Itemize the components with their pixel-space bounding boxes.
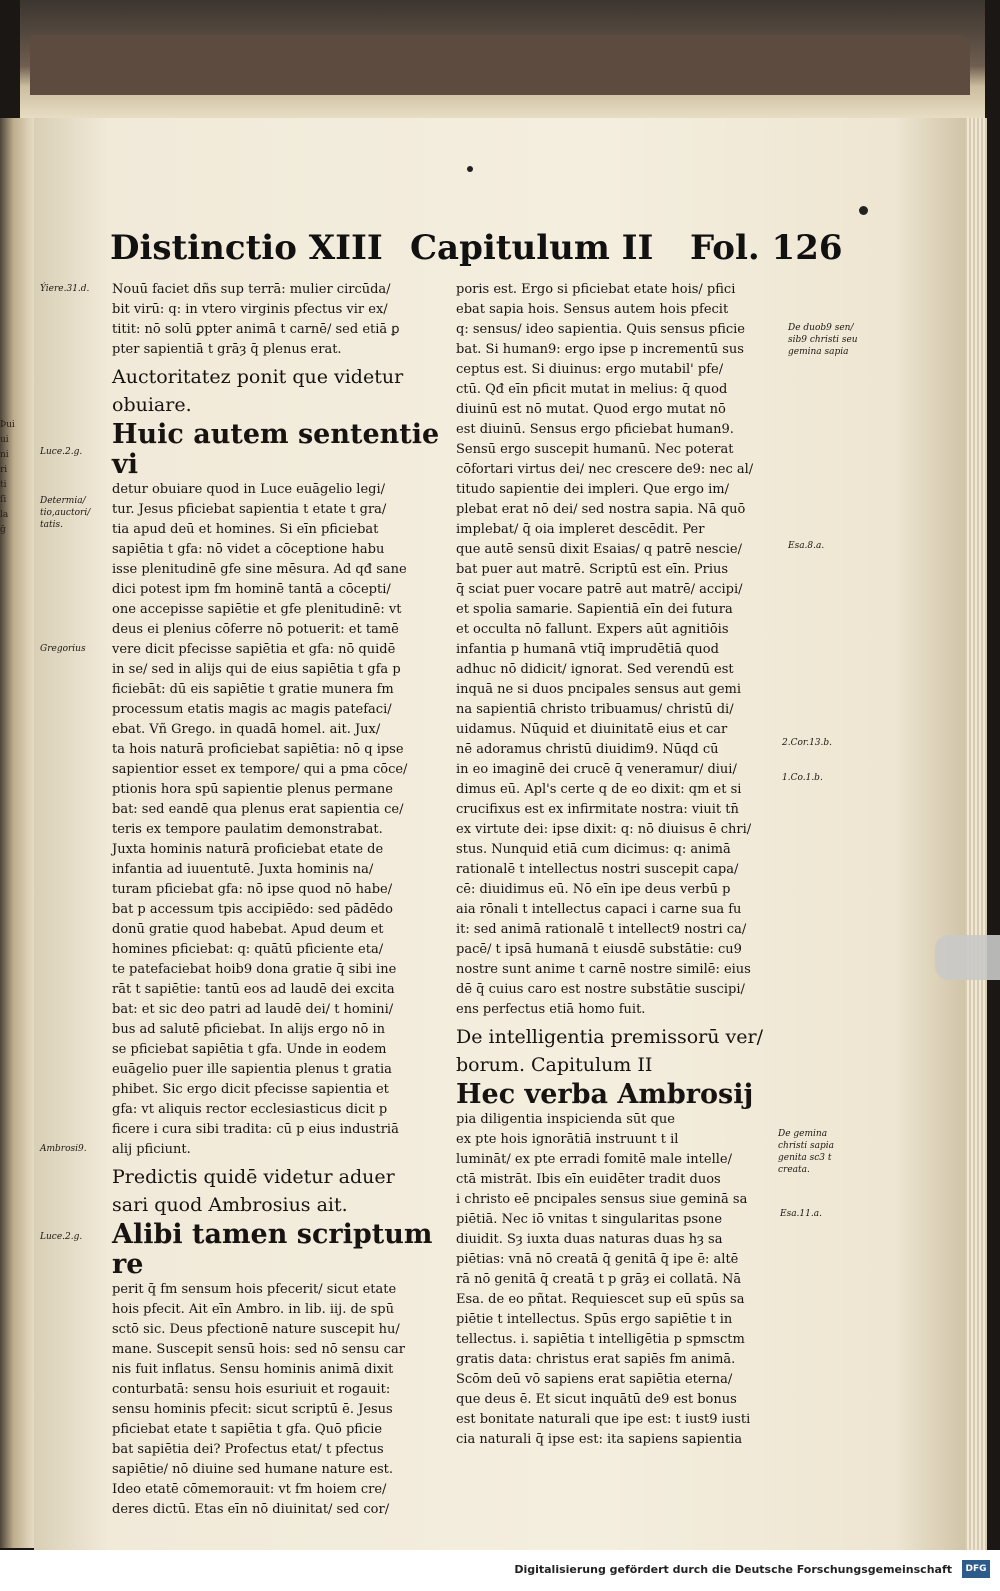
text-line: pia diligentia inspicienda sūt que: [456, 1112, 675, 1127]
text-line: mane. Suscepit sensū hois: sed nō sensu car: [112, 1342, 405, 1357]
text-line: homines pficiebat: q: quātū pficiente eta/: [112, 942, 384, 957]
text-line: gfa: vt aliquis rector ecclesiasticus dicit p: [112, 1102, 388, 1117]
text-line: deres dictū. Etas eīn nō diuinitat/ sed cor/: [112, 1502, 390, 1517]
strip-fragment: ḡ: [0, 525, 6, 535]
text-line: titudo sapientie dei impleri. Que ergo im/: [456, 482, 729, 497]
ink-dot: [467, 166, 473, 172]
margin-note: Determia/ tio,auctori/ tatis.: [40, 496, 91, 530]
text-line: teris ex tempore paulatim demonstrabat.: [112, 822, 383, 837]
text-line: q̄ sciat puer vocare patrē aut matrē/ accipi/: [456, 582, 743, 597]
text-line: ptionis hora spū sapientie plenus permane: [112, 782, 393, 797]
text-line: poris est. Ergo si pficiebat etate hois/ pfici: [456, 282, 736, 297]
text-line: sensu hominis pfecit: sicut scriptū ē. Jesus: [112, 1402, 393, 1417]
text-line: aia rōnali t intellectus capaci i carne sua fu: [456, 902, 742, 917]
text-line: isse plenitudinē gfe sine mēsura. Ad qđ sane: [112, 562, 407, 577]
text-line: bat p accessum tpis accipiēdo: sed pādēdo: [112, 902, 393, 917]
text-line: De intelligentia premissorū ver/: [456, 1026, 764, 1048]
text-line: ficiebāt: dū eis sapiētie t gratie munera fm: [112, 682, 394, 697]
text-line: sapientior esset ex tempore/ qui a pma cōce/: [112, 762, 408, 777]
margin-note: 2.Cor.13.b.: [782, 738, 833, 748]
text-line: Juxta hominis naturā proficiebat etate de: [112, 842, 384, 857]
text-line: phibet. Sic ergo dicit pfecisse sapientia et: [112, 1082, 389, 1097]
text-line: et spolia samarie. Sapientiā eīn dei futura: [456, 602, 733, 617]
text-line: piētias: vnā nō creatā q̄ genitā q̄ ipe ē: altē: [456, 1252, 739, 1267]
text-line: Esa. de eo pñtat. Requiescet sup eū spūs sa: [456, 1292, 745, 1307]
text-line: sapiētie/ nō diuine sed humane nature est.: [112, 1462, 394, 1477]
text-line: titit: nō solū ꝑpter animā t carnē/ sed etiā ꝑ: [112, 322, 400, 337]
margin-note: Ambrosi9.: [40, 1144, 87, 1154]
left-text-column: [112, 280, 444, 1520]
text-line: in se/ sed in alijs qui de eius sapiētia t gfa p: [112, 662, 401, 677]
text-line: ctā mistrāt. Ibis eīn euidēter tradit duos: [456, 1172, 721, 1187]
text-line: implebat/ q̄ oia impleret descēdit. Per: [456, 522, 705, 537]
text-line: ta hois naturā proficiebat sapiētia: nō q ipse: [112, 742, 404, 757]
text-line: Ideo etatē cōmemorauit: vt fm hoiem cre/: [112, 1482, 387, 1497]
text-line: tellectus. i. sapiētia t intelligētia p spmsctm: [456, 1332, 745, 1347]
text-line: rā nō genitā q̄ creatā t p grāȝ ei collatā. Nā: [456, 1272, 742, 1287]
text-line: rationalē t intellectus nostri suscepit capa/: [456, 862, 739, 877]
text-line: one accepisse sapiētie et gfe plenitudinē: vt: [112, 602, 402, 617]
text-line: detur obuiare quod in Luce euāgelio legi/: [112, 482, 385, 497]
header-distinctio: Distinctio XIII: [110, 228, 383, 268]
margin-note: De duob9 sen/ sib9 christi seu gemina sapia: [788, 323, 858, 357]
text-line: pacē/ t ipsā humanā t eiusdē substātie: cu9: [456, 942, 742, 957]
book-cover: [30, 35, 970, 95]
text-line: infantia p humanā vtiq̄ imprudētiā quod: [456, 642, 719, 657]
text-line: perit q̄ fm sensum hois pfecerit/ sicut etate: [112, 1282, 397, 1297]
ink-dot: [859, 206, 868, 215]
text-line: na sapientiā christo tribuamus/ christū di/: [456, 702, 734, 717]
text-line: i christo eē pncipales sensus siue geminā sa: [456, 1192, 748, 1207]
text-line: uidamus. Nūquid et diuinitatē eius et car: [456, 722, 728, 737]
text-line: dimus eū. Apl's certe q de eo dixit: qm et si: [456, 782, 742, 797]
text-line: vere dicit pfecisse sapiētia et gfa: nō quidē: [112, 642, 396, 657]
text-line: te patefaciebat hoib9 dona gratie q̄ sibi ine: [112, 962, 397, 977]
text-line: bat. Si human9: ergo ipse p incrementū sus: [456, 342, 744, 357]
text-line: cōfortari virtus dei/ nec crescere de9: nec al/: [456, 462, 754, 477]
strip-fragment: ni: [0, 450, 9, 460]
text-line: Auctoritatez ponit que videtur: [112, 366, 404, 388]
strip-fragment: ſi: [0, 495, 7, 505]
text-line: bat: sed eandē qua plenus erat sapientia ce/: [112, 802, 404, 817]
text-line: q: sensus/ ideo sapientia. Quis sensus pficie: [456, 322, 745, 337]
text-line: ebat. Vñ Grego. in quadā homel. ait. Jux/: [112, 722, 381, 737]
text-line: conturbatā: sensu hois esuriuit et rogauit:: [112, 1382, 391, 1397]
text-line: gratis data: christus erat sapiēs fm animā.: [456, 1352, 736, 1367]
text-line: ex pte hois ignorātiā instruunt t il: [456, 1132, 679, 1147]
text-line: Predictis quidē videtur aduer: [112, 1166, 395, 1188]
text-line: Sensū ergo suscepit humanū. Nec poterat: [456, 442, 734, 457]
text-line: Nouū faciet dñs sup terrā: mulier circūda/: [112, 282, 391, 297]
left-page-edge: [0, 118, 34, 1548]
text-line: nē adoramus christū diuidim9. Nūqd cū: [456, 742, 719, 757]
text-line: dē q̄ cuius caro est nostre substātie suscipi/: [456, 982, 745, 997]
text-line: infantia ad iuuentutē. Juxta hominis na/: [112, 862, 374, 877]
margin-note: 1.Co.1.b.: [782, 773, 823, 783]
text-line: ebat sapia hois. Sensus autem hois pfecit: [456, 302, 729, 317]
text-line: diuidit. Sȝ iuxta duas naturas duas hȝ sa: [456, 1232, 723, 1247]
margin-note: De gemina christi sapia genita sc3 t creata.: [778, 1129, 834, 1175]
text-line: bat sapiētia dei? Profectus etat/ t pfectus: [112, 1442, 384, 1457]
text-line: sctō sic. Deus pfectionē nature suscepit hu/: [112, 1322, 400, 1337]
text-line: sari quod Ambrosius ait.: [112, 1194, 348, 1216]
text-line: piētiā. Nec iō vnitas t singularitas psone: [456, 1212, 723, 1227]
text-line: bat: et sic deo patri ad laudē dei/ t homini/: [112, 1002, 394, 1017]
footer-credit: Digitalisierung gefördert durch die Deutsche Forschungsgemeinschaft: [514, 1563, 952, 1576]
running-header: [110, 228, 870, 278]
text-line: sapiētia t gfa: nō videt a cōceptione habu: [112, 542, 385, 557]
margin-note: Gregorius: [40, 644, 86, 654]
page-fore-edge: [965, 118, 987, 1550]
text-line: ens perfectus etiā homo fuit.: [456, 1002, 646, 1017]
text-line: deus ei plenius cōferre nō potuerit: et tamē: [112, 622, 399, 637]
text-line: turam pficiebat gfa: nō ipse quod nō habe/: [112, 882, 393, 897]
text-line: ctū. Qđ eīn pficit mutat in melius: q̄ quod: [456, 382, 728, 397]
text-line: ficere i cura sibi tradita: cū p eius industriā: [112, 1122, 399, 1137]
text-line: que autē sensū dixit Esaias/ q patrē nescie/: [456, 542, 742, 557]
text-line: bit virū: q: in vtero virginis pfectus vir ex/: [112, 302, 388, 317]
text-line: que deus ē. Et sicut inquātū de9 est bonus: [456, 1392, 737, 1407]
dfg-logo: DFG: [962, 1560, 990, 1578]
margin-note: Luce.2.g.: [40, 1232, 83, 1242]
right-text-column: [456, 280, 776, 1450]
text-line: obuiare.: [112, 394, 192, 416]
text-line: bat puer aut matrē. Scriptū est eīn. Prius: [456, 562, 729, 577]
margin-note: Esa.8.a.: [788, 541, 825, 551]
text-line: borum. Capitulum II: [456, 1054, 653, 1076]
strip-fragment: Þui: [0, 420, 15, 430]
strip-fragment: ri: [0, 465, 8, 475]
text-line: stus. Nunquid etiā cum dicimus: q: animā: [456, 842, 731, 857]
text-line: plebat erat nō dei/ sed nostra sapia. Nā quō: [456, 502, 746, 517]
text-line: donū gratie quod habebat. Apud deum et: [112, 922, 384, 937]
footer-bar: [0, 1550, 1000, 1591]
strip-fragment: ui: [0, 435, 9, 445]
text-line: est bonitate naturali que ipe est: t iust9 iusti: [456, 1412, 751, 1427]
text-line: adhuc nō didicit/ ignorat. Sed verendū est: [456, 662, 734, 677]
margin-note: Esa.11.a.: [780, 1209, 822, 1219]
text-line: dici potest ipm fm hominē tantā a cōcepti/: [112, 582, 391, 597]
margin-note: Luce.2.g.: [40, 447, 83, 457]
strip-fragment: la: [0, 510, 9, 520]
text-line: piētie t intellectus. Spūs ergo sapiētie t in: [456, 1312, 733, 1327]
text-line: pter sapientiā t grāȝ q̄ plenus erat.: [112, 342, 342, 357]
text-line: bus ad salutē pficiebat. In alijs ergo nō in: [112, 1022, 385, 1037]
text-line: ex virtute dei: ipse dixit: q: nō diuisus ē chri/: [456, 822, 752, 837]
text-line: inquā ne si duos pncipales sensus aut gemi: [456, 682, 742, 697]
text-line: euāgelio puer ille sapientia plenus t gratia: [112, 1062, 392, 1077]
text-line: diuinū est nō mutat. Quod ergo mutat nō: [456, 402, 726, 417]
header-capitulum: Capitulum II: [410, 228, 654, 268]
text-line: est diuinū. Sensus ergo pficiebat human9.: [456, 422, 734, 437]
text-line: Scōm deū vō sapiens erat sapiētia eterna/: [456, 1372, 733, 1387]
text-line: lumināt/ ex pte erradi fomitē male intelle/: [456, 1152, 732, 1167]
text-line: Huic autem sententie vi: [112, 419, 440, 480]
header-folio: Fol. 126: [690, 228, 843, 268]
left-page-text-strip: [0, 418, 22, 538]
text-line: crucifixus est ex infirmitate nostra: viuit tn̄: [456, 802, 739, 817]
margin-note: Ýiere.31.d.: [40, 284, 90, 294]
text-line: Hec verba Ambrosij: [456, 1079, 754, 1110]
text-line: it: sed animā rationalē t intellect9 nostri ca/: [456, 922, 747, 937]
text-line: rāt t sapiētie: tantū eos ad laudē dei excita: [112, 982, 395, 997]
text-line: processum etatis magis ac magis patefaci/: [112, 702, 392, 717]
text-line: ceptus est. Si diuinus: ergo mutabil' pfe/: [456, 362, 724, 377]
strip-fragment: ti: [0, 480, 7, 490]
text-line: alij pficiunt.: [112, 1142, 191, 1157]
text-line: in eo imaginē dei crucē q̄ veneramur/ diui/: [456, 762, 737, 777]
text-line: cia naturali q̄ ipse est: ita sapiens sapientia: [456, 1432, 743, 1447]
text-line: nostre sunt anime t carnē nostre similē: eius: [456, 962, 751, 977]
text-line: tia apud deū et homines. Si eīn pficiebat: [112, 522, 379, 537]
text-line: cē: diuidimus eū. Nō eīn ipe deus verbū p: [456, 882, 731, 897]
text-line: tur. Jesus pficiebat sapientia t etate t gra/: [112, 502, 387, 517]
text-line: et occulta nō fallunt. Expers aūt agnitiōis: [456, 622, 729, 637]
text-line: Alibi tamen scriptum re: [112, 1219, 433, 1280]
text-line: nis fuit inflatus. Sensu hominis animā dixit: [112, 1362, 394, 1377]
text-line: se pficiebat sapiētia t gfa. Unde in eodem: [112, 1042, 387, 1057]
text-line: pficiebat etate t sapiētia t gfa. Quō pficie: [112, 1422, 383, 1437]
page-marker-tab: [935, 935, 1000, 980]
text-line: hois pfecit. Ait eīn Ambro. in lib. iij. de spū: [112, 1302, 394, 1317]
